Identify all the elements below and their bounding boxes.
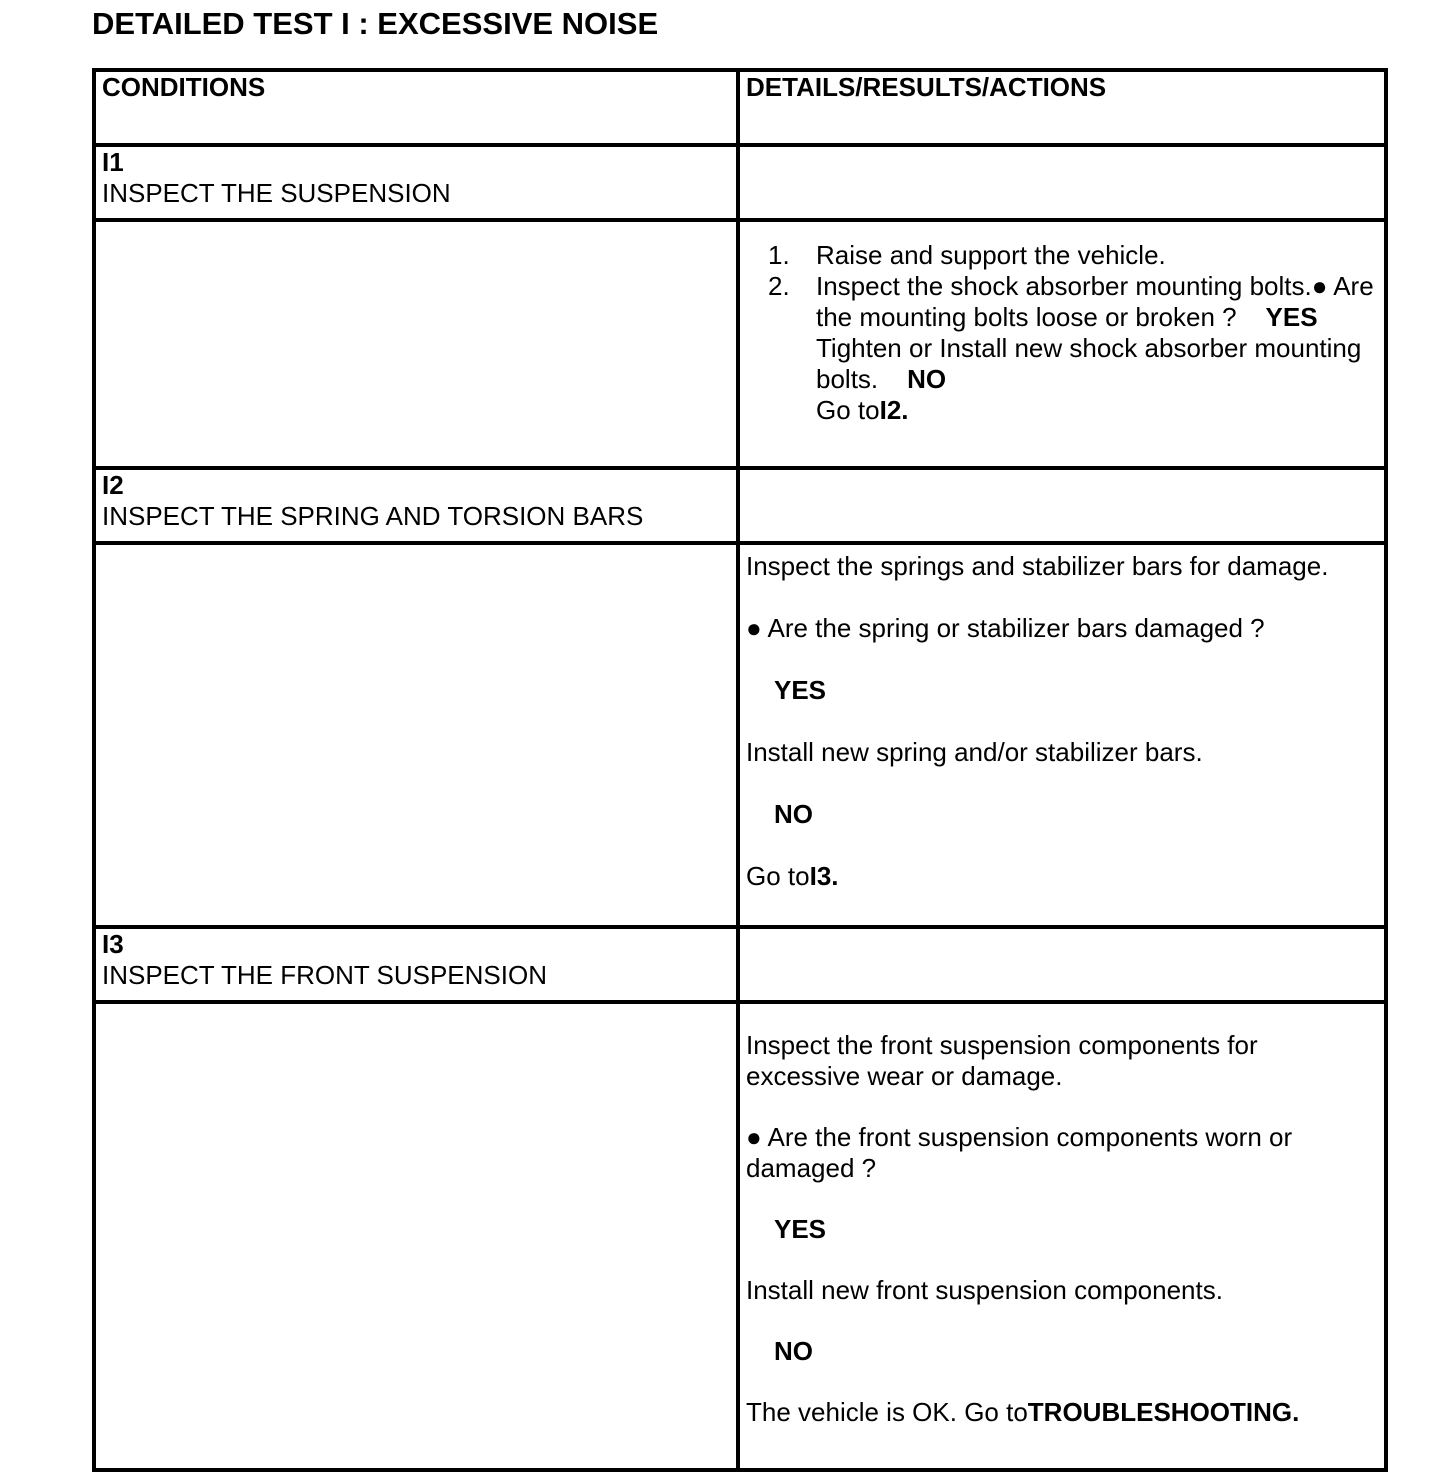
diagnostic-table [92,68,1388,1472]
no-label: NO [774,799,813,829]
step-i3-details [738,1002,1386,1470]
step-i3-condition [94,927,738,1002]
yes-action: Tighten or Install new shock absorber mounting bolts. [816,333,1362,394]
step-i3-title: INSPECT THE FRONT SUSPENSION [102,960,547,990]
no-action [746,1397,1378,1428]
step-i2-detail-row [94,543,1386,927]
question-text: ● Are the front suspension components worn or damaged ? [746,1122,1293,1183]
yes-action: Install new front suspension components. [746,1275,1223,1305]
table-header-row [94,70,1386,145]
list-item [768,240,1378,271]
step-i1-condition [94,145,738,220]
yes-label: YES [1265,302,1318,332]
list-item-number: 1. [768,240,790,270]
step-i2-condition [94,468,738,543]
list-item-question: Inspect the shock absorber mounting bolts.● Are the mounting bolts loose or broken ? [816,271,1374,332]
step-i1-detail-row [94,220,1386,468]
goto-link[interactable]: TROUBLESHOOTING. [1027,1397,1300,1427]
list-item [768,271,1378,426]
step-i2-empty-cell [738,468,1386,543]
step-i2-title: INSPECT THE SPRING AND TORSION BARS [102,501,644,531]
no-label: NO [907,364,947,394]
step-i1-empty-cell [738,145,1386,220]
page-title: DETAILED TEST I : EXCESSIVE NOISE [92,6,659,41]
list-item-text: Raise and support the vehicle. [816,240,1166,270]
goto-prefix: The vehicle is OK. Go to [746,1397,1028,1427]
instruction-text: Inspect the springs and stabilizer bars for damage. [746,551,1329,581]
step-i1-id: I1 [102,147,124,177]
no-label: NO [774,1336,813,1366]
question-text: ● Are the spring or stabilizer bars damaged ? [746,613,1265,643]
step-i2-id: I2 [102,470,124,500]
step-i3-id: I3 [102,929,124,959]
yes-label: YES [774,675,827,705]
conditions-header: CONDITIONS [94,70,738,145]
step-i1-detail-empty-cell [94,220,738,468]
instruction-text: Inspect the front suspension components for excessive wear or damage. [746,1030,1258,1091]
step-i3-detail-row [94,1002,1386,1470]
goto-prefix: Go to [746,861,810,891]
step-i3-row [94,927,1386,1002]
step-i1-row [94,145,1386,220]
step-i3-empty-cell [738,927,1386,1002]
yes-label: YES [774,1214,827,1244]
details-header: DETAILS/RESULTS/ACTIONS [738,70,1386,145]
goto-link[interactable]: I2. [879,395,909,425]
step-i1-title: INSPECT THE SUSPENSION [102,178,451,208]
no-action [746,861,1378,892]
goto-link[interactable]: I3. [809,861,839,891]
goto-prefix: Go to [816,395,880,425]
yes-action: Install new spring and/or stabilizer bars. [746,737,1203,767]
step-i2-details [738,543,1386,927]
step-i1-list [746,240,1378,426]
step-i3-detail-empty-cell [94,1002,738,1470]
list-item-number: 2. [768,271,790,301]
step-i2-row [94,468,1386,543]
step-i1-details [738,220,1386,468]
step-i2-detail-empty-cell [94,543,738,927]
